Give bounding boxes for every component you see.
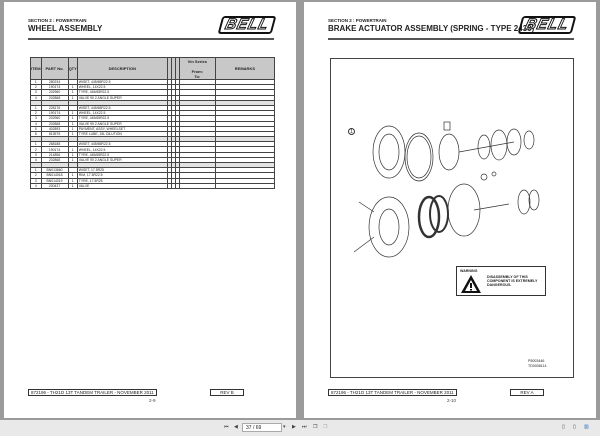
paste-icon[interactable]: ❐ [323, 424, 328, 430]
desc-cell: PAYMENT, ASSY, WHEELSET [77, 126, 167, 131]
part-cell: 202868 [41, 95, 68, 100]
section-label: SECTION 2 : POWERTRAIN [328, 18, 387, 23]
part-cell: 202960 [41, 90, 68, 95]
col-desc: DESCRIPTION [77, 58, 167, 80]
item-cell: 6 [31, 131, 42, 136]
desc-cell: WHEEL, 14X22.5 [77, 111, 167, 116]
item-cell: 3 [31, 178, 42, 183]
continuous-page-icon[interactable]: ▯ [573, 424, 576, 430]
item-cell: 1 [31, 80, 42, 85]
warning-title: WARNING [460, 269, 478, 273]
item-cell: 1 [31, 168, 42, 173]
desc-cell: TYRE, 17.5R25 [77, 178, 167, 183]
page-number: 2-9 [149, 398, 156, 403]
bell-logo: BELL [218, 16, 277, 34]
reference-codes: P5003446 TD0008114 [528, 359, 547, 368]
page-input[interactable]: 37 / 69 [242, 423, 282, 432]
desc-cell: VALVE 90 2 ANGLE SUPER [77, 121, 167, 126]
item-cell: 2 [31, 85, 42, 90]
desc-cell: WHEEL, 14X22.5 [77, 85, 167, 90]
footer-rev: REV A [510, 389, 544, 396]
footer-doc: 872196 - TH21D 13T TANDEM TRAILER - NOVEMBER 2011 [28, 389, 157, 396]
part-cell: 190174 [41, 147, 68, 152]
col-qty: QTY [68, 58, 77, 80]
desc-cell: WISET, 445/65R22.5 [77, 105, 167, 110]
warning-triangle-icon [460, 274, 482, 294]
warning-text: DISASSEMBLY OF THIS COMPONENT IS EXTREMELY DANGEROUS. [487, 275, 538, 288]
qty-cell: 1 [68, 147, 77, 152]
part-cell: 190174 [41, 111, 68, 116]
part-cell: 202868 [41, 121, 68, 126]
part-cell: 200437 [41, 183, 68, 188]
item-cell: 4 [31, 95, 42, 100]
desc-cell: TYRE LUBE, 15L DILUTION [77, 131, 167, 136]
last-page-icon[interactable]: ⏭ [302, 424, 307, 430]
part-cell: BN014018 [41, 173, 68, 178]
qty-cell: 1 [68, 90, 77, 95]
part-cell: BN014019 [41, 178, 68, 183]
desc-cell: TYRE, 445/65R22.5 [77, 116, 167, 121]
exploded-diagram [334, 62, 574, 262]
part-cell: 202868 [41, 157, 68, 162]
qty-cell: 1 [68, 95, 77, 100]
item-cell: 2 [31, 111, 42, 116]
item-cell: 3 [31, 152, 42, 157]
desc-cell: TYRE, 445/65R22.5 [77, 90, 167, 95]
single-page-icon[interactable]: ▯ [562, 424, 565, 430]
bell-logo: BELL [518, 16, 577, 34]
item-cell: 4 [31, 157, 42, 162]
item-cell: 5 [31, 126, 42, 131]
page-title: BRAKE ACTUATOR ASSEMBLY (SPRING - TYPE 2430) [328, 24, 535, 33]
item-cell: 1 [31, 105, 42, 110]
item-cell: 4 [31, 121, 42, 126]
next-page-icon[interactable]: ▶ [292, 424, 296, 430]
copy-icon[interactable]: ❐ [313, 424, 318, 430]
left-page [4, 2, 296, 418]
qty-cell: 1 [68, 85, 77, 90]
desc-cell: WHEEL, 14X22.5 [77, 147, 167, 152]
part-cell: 402893 [41, 126, 68, 131]
footer-rev: REV B [210, 389, 244, 396]
prev-page-icon[interactable]: ◀ [234, 424, 238, 430]
part-cell: 228176 [41, 105, 68, 110]
qty-cell: 1 [68, 116, 77, 121]
table-row [31, 183, 275, 188]
qty-cell: 1 [68, 152, 77, 157]
callout: 1 [348, 128, 355, 135]
item-cell: 3 [31, 116, 42, 121]
qty-cell: 1 [68, 111, 77, 116]
desc-cell: WISET, 445/65R22.5 [77, 80, 167, 85]
col-item: ITEM [31, 58, 42, 80]
item-cell: 1 [31, 142, 42, 147]
divider [328, 38, 574, 40]
right-page [304, 2, 596, 418]
qty-cell: 1 [68, 173, 77, 178]
two-page-icon[interactable]: ▥ [584, 424, 589, 430]
col-remarks: REMARKS [215, 58, 274, 80]
desc-cell: VALVE 90 2 ANGLE SUPER [77, 157, 167, 162]
first-page-icon[interactable]: ⏮ [224, 424, 229, 430]
item-cell: 2 [31, 173, 42, 178]
desc-cell: WISET, 445/65R22.5 [77, 142, 167, 147]
desc-cell: TYRE, 445/65R22.5 [77, 152, 167, 157]
divider [28, 38, 274, 40]
part-cell: 280234 [41, 80, 68, 85]
qty-cell: 1 [68, 121, 77, 126]
viewer-toolbar [0, 420, 600, 436]
desc-cell: VALVE [77, 183, 167, 188]
page-dropdown-icon[interactable]: ▾ [283, 424, 286, 430]
qty-cell: 1 [68, 183, 77, 188]
item-cell: 3 [31, 90, 42, 95]
part-cell: BN013660 [41, 168, 68, 173]
part-cell: 268188 [41, 142, 68, 147]
part-cell: 214856 [41, 152, 68, 157]
warning-box [456, 266, 546, 296]
item-cell: 2 [31, 147, 42, 152]
qty-cell: 1 [68, 178, 77, 183]
desc-cell: VALVE 90 2 ANGLE SUPER [77, 95, 167, 100]
desc-cell: RIM, 17.5R22.5 [77, 173, 167, 178]
col-part: PART No. [41, 58, 68, 80]
desc-cell: WISET, 17.5R25 [77, 168, 167, 173]
qty-cell: 1 [68, 157, 77, 162]
page-number: 2-10 [447, 398, 457, 403]
part-cell: 202960 [41, 116, 68, 121]
col-vin: Vin Series From: To: [179, 58, 215, 80]
qty-cell: 1 [68, 131, 77, 136]
qty-cell: 1 [68, 126, 77, 131]
page-title: WHEEL ASSEMBLY [28, 24, 103, 33]
part-cell: 190174 [41, 85, 68, 90]
item-cell: 4 [31, 183, 42, 188]
part-cell: 813575 [41, 131, 68, 136]
parts-table [30, 57, 275, 189]
section-label: SECTION 2 : POWERTRAIN [28, 18, 87, 23]
footer-doc: 872196 - TH21D 13T TANDEM TRAILER - NOVEMBER 2011 [328, 389, 457, 396]
